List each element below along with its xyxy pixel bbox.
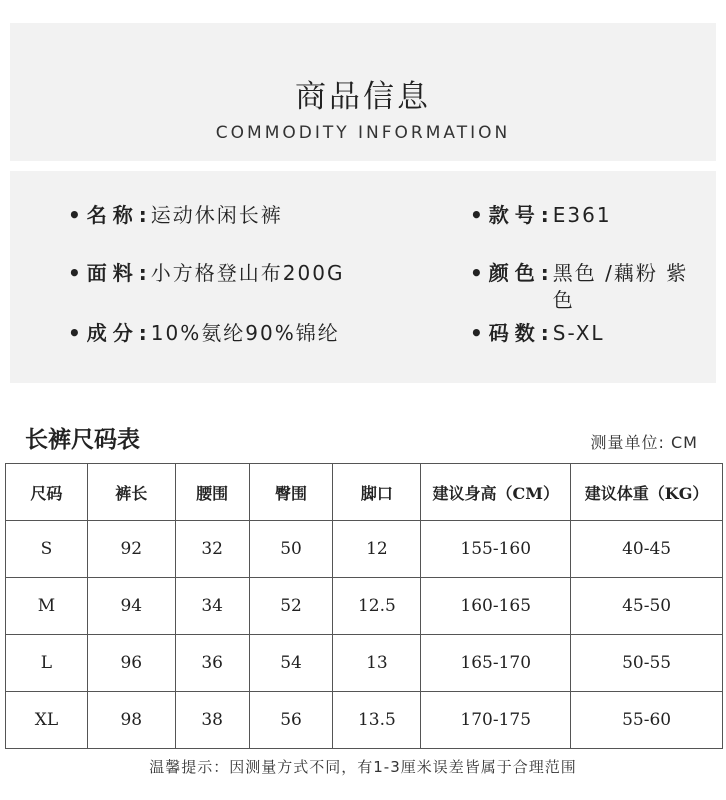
table-cell: 32 xyxy=(175,521,249,578)
table-header-cell: 建议体重（KG） xyxy=(571,464,723,521)
table-row xyxy=(6,692,723,749)
info-fabric-label: 面料 xyxy=(86,261,139,285)
table-cell: 56 xyxy=(249,692,333,749)
info-fabric-value: 小方格登山布200G xyxy=(150,261,345,285)
table-cell: 170-175 xyxy=(421,692,571,749)
info-size-label: 码数 xyxy=(488,321,541,345)
table-cell: 155-160 xyxy=(421,521,571,578)
table-header-cell: 脚口 xyxy=(333,464,421,521)
info-color-value: 黑色 /藕粉 紫色 xyxy=(552,261,689,312)
table-cell: 54 xyxy=(249,635,333,692)
table-cell: 52 xyxy=(249,578,333,635)
info-style-label: 款号 xyxy=(488,203,541,227)
info-size-value: S-XL xyxy=(552,321,605,345)
table-header-cell: 裤长 xyxy=(87,464,175,521)
table-cell: 12 xyxy=(333,521,421,578)
table-header-cell: 腰围 xyxy=(175,464,249,521)
table-cell: 94 xyxy=(87,578,175,635)
table-header-cell: 建议身高（CM） xyxy=(421,464,571,521)
info-color: • 颜色 : 黑色 /藕粉 紫色 xyxy=(470,260,693,314)
info-name-label: 名称 xyxy=(86,203,139,227)
info-style-value: E361 xyxy=(552,203,612,227)
info-style: • 款号 : E361 xyxy=(470,203,612,227)
page-subtitle: COMMODITY INFORMATION xyxy=(215,123,511,143)
product-info-section xyxy=(10,171,716,383)
table-cell: 98 xyxy=(87,692,175,749)
table-cell: S xyxy=(6,521,88,578)
table-cell: 50-55 xyxy=(571,635,723,692)
table-cell: 38 xyxy=(175,692,249,749)
unit-note: 测量单位: CM xyxy=(590,433,698,452)
table-cell: 55-60 xyxy=(571,692,723,749)
table-header-cell: 尺码 xyxy=(6,464,88,521)
info-color-label: 颜色 xyxy=(488,261,541,285)
table-cell: 50 xyxy=(249,521,333,578)
table-cell: 160-165 xyxy=(421,578,571,635)
size-chart-title: 长裤尺码表 xyxy=(25,427,140,453)
size-table xyxy=(5,463,723,749)
table-cell: M xyxy=(6,578,88,635)
table-cell: 34 xyxy=(175,578,249,635)
table-row xyxy=(6,635,723,692)
table-cell: 45-50 xyxy=(571,578,723,635)
table-cell: L xyxy=(6,635,88,692)
table-cell: 12.5 xyxy=(333,578,421,635)
info-name-value: 运动休闲长裤 xyxy=(150,203,283,227)
page-title: 商品信息 xyxy=(295,79,431,115)
info-composition-label: 成分 xyxy=(86,321,139,345)
table-cell: XL xyxy=(6,692,88,749)
info-fabric: • 面料 : 小方格登山布200G xyxy=(68,261,345,285)
info-name: • 名称 : 运动休闲长裤 xyxy=(68,203,283,227)
table-cell: 13.5 xyxy=(333,692,421,749)
table-cell: 92 xyxy=(87,521,175,578)
info-size: • 码数 : S-XL xyxy=(470,321,605,345)
table-cell: 13 xyxy=(333,635,421,692)
header-section xyxy=(10,23,716,161)
table-row xyxy=(6,578,723,635)
footer-note: 温馨提示：因测量方式不同，有1-3厘米误差皆属于合理范围 xyxy=(149,758,577,776)
info-composition: • 成分 : 10%氨纶90%锦纶 xyxy=(68,321,340,345)
table-cell: 36 xyxy=(175,635,249,692)
table-cell: 40-45 xyxy=(571,521,723,578)
info-composition-value: 10%氨纶90%锦纶 xyxy=(150,321,340,345)
table-header-row xyxy=(6,464,723,521)
table-header-cell: 臀围 xyxy=(249,464,333,521)
table-cell: 96 xyxy=(87,635,175,692)
table-cell: 165-170 xyxy=(421,635,571,692)
table-row xyxy=(6,521,723,578)
